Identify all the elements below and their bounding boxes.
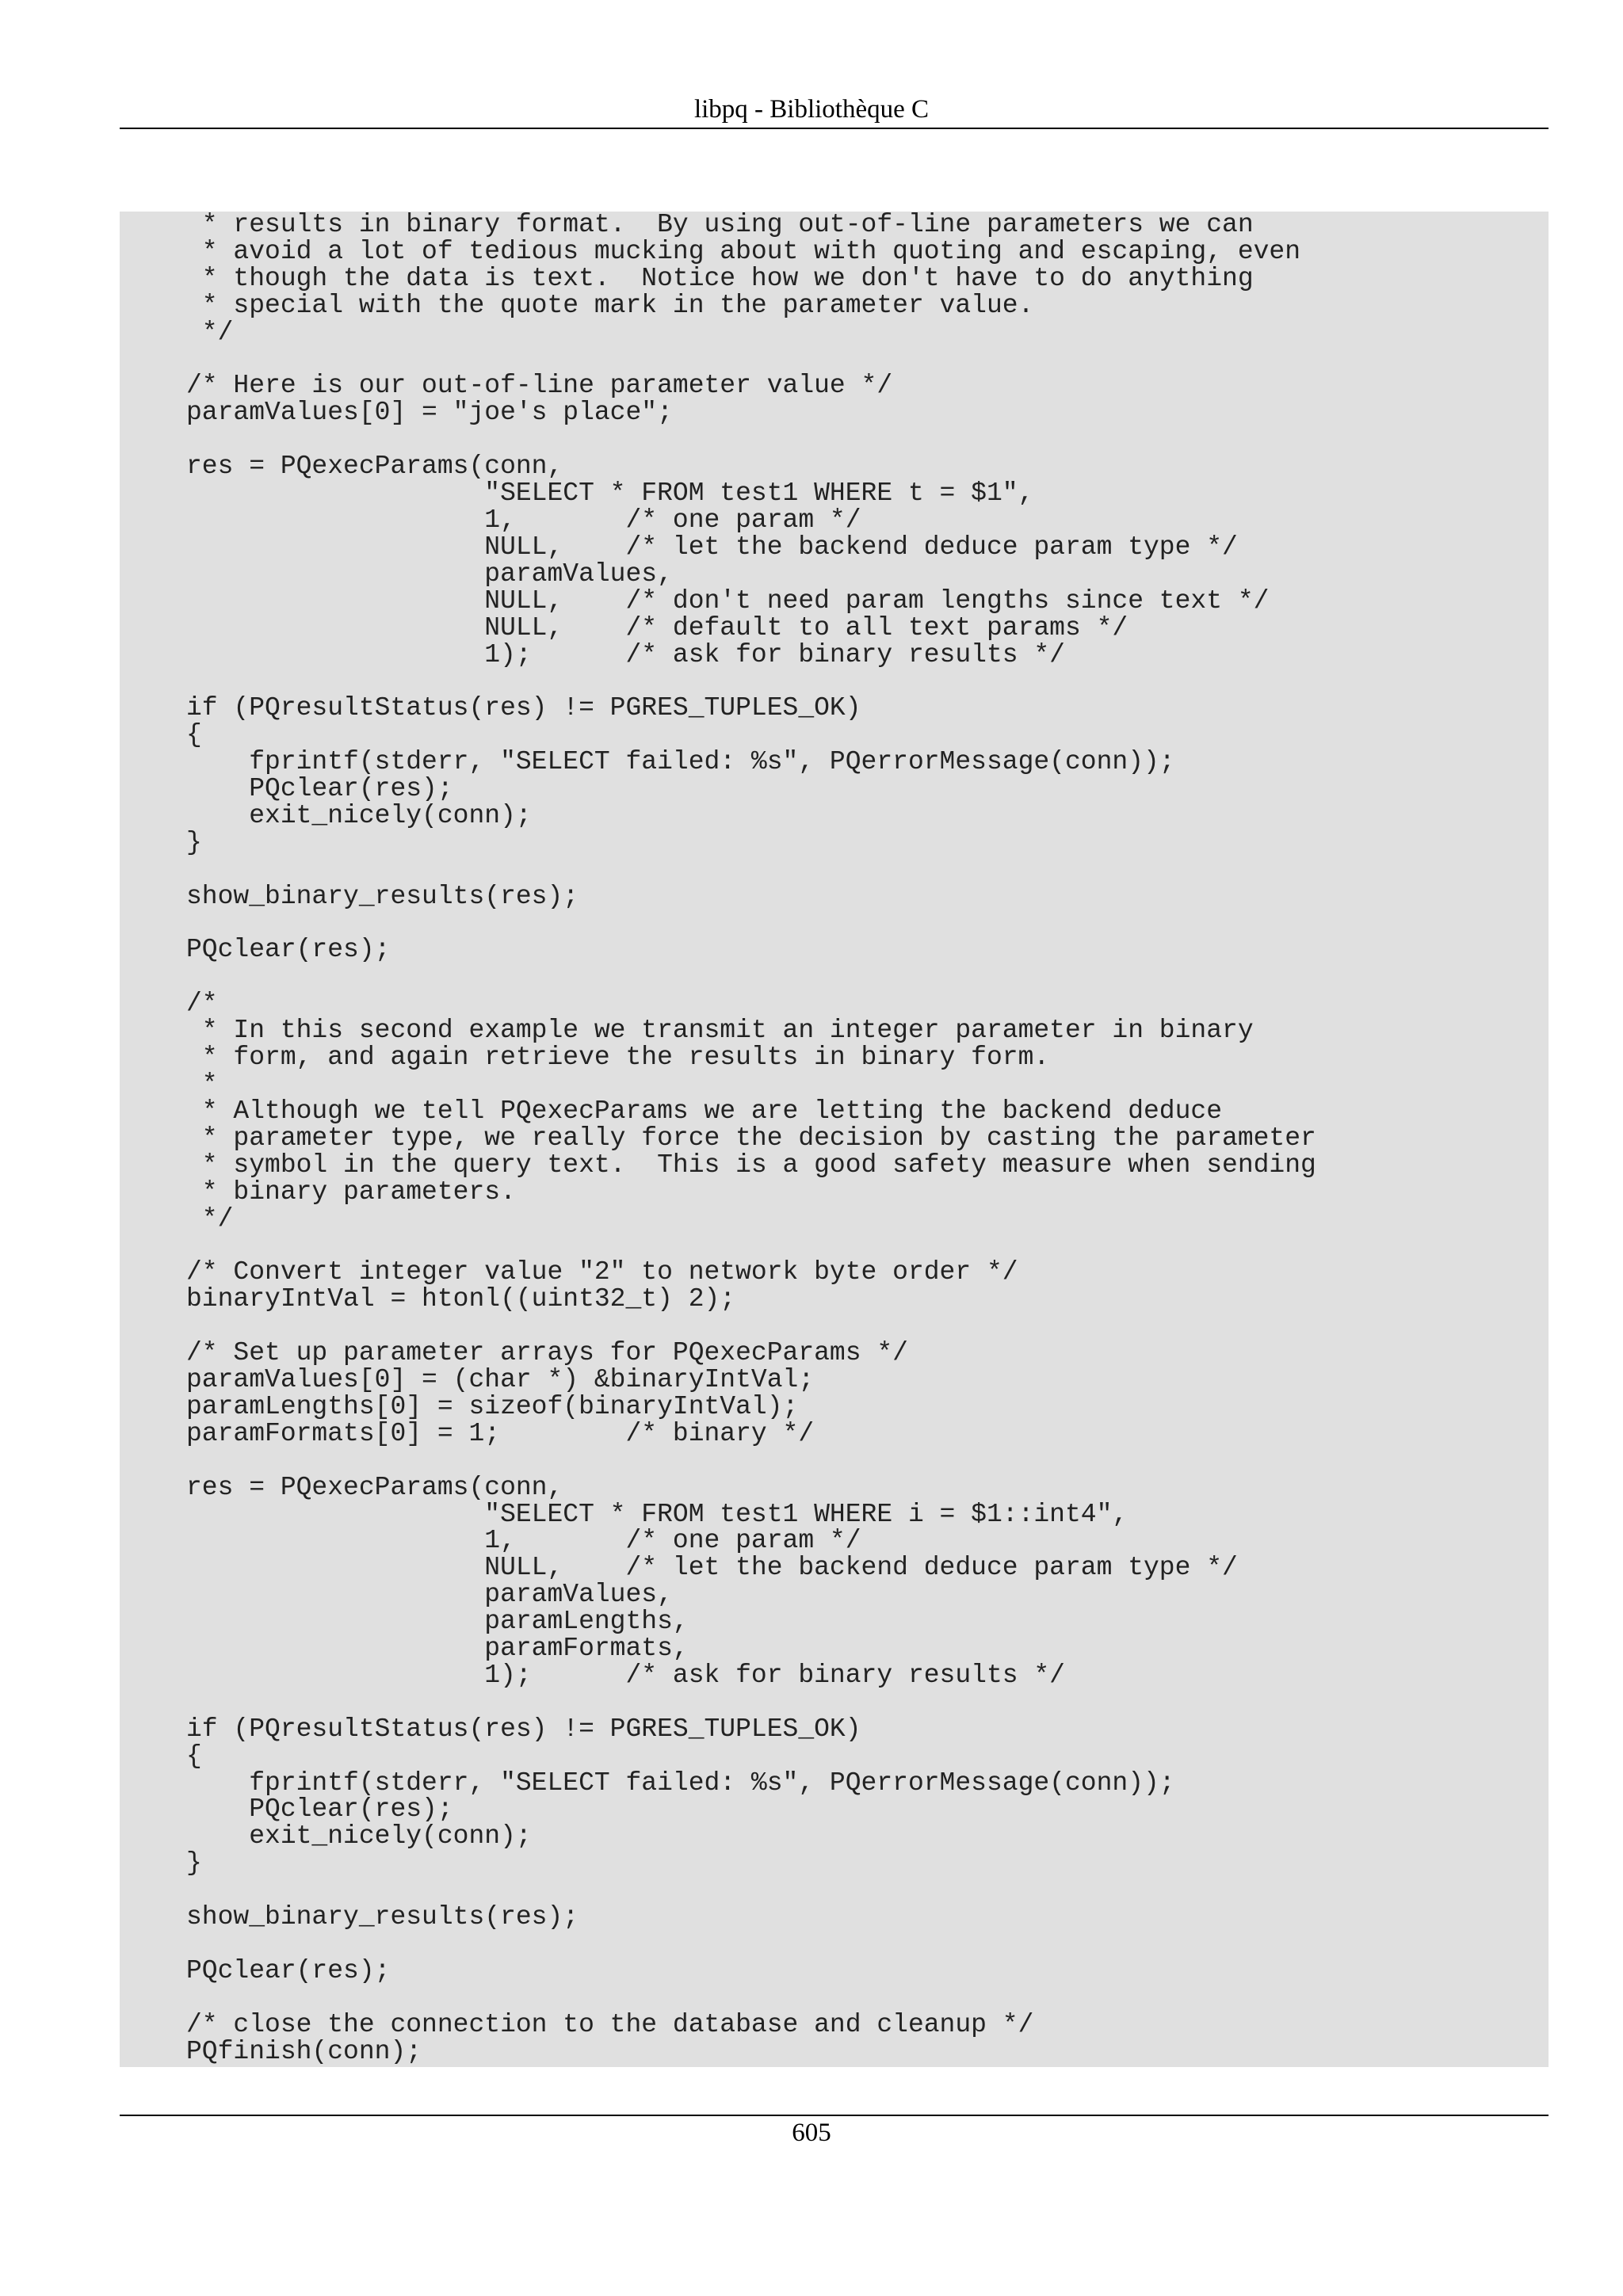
code-line: * though the data is text. Notice how we don't have to do anything: [186, 263, 1254, 293]
code-line: /* Here is our out-of-line parameter value */: [186, 371, 893, 401]
code-line: */: [186, 1203, 234, 1234]
code-line: * Although we tell PQexecParams we are letting the backend deduce: [186, 1096, 1223, 1126]
code-line: 1); /* ask for binary results */: [186, 639, 1065, 669]
code-line: }: [186, 1848, 202, 1878]
code-line: * symbol in the query text. This is a good safety measure when sending: [186, 1150, 1316, 1180]
code-text: [186, 212, 1316, 2065]
code-line: paramLengths,: [186, 1607, 689, 1637]
code-line: * binary parameters.: [186, 1177, 516, 1207]
code-line: 1); /* ask for binary results */: [186, 1660, 1065, 1690]
code-line: * results in binary format. By using out-of-line parameters we can: [186, 210, 1254, 239]
code-line: /*: [186, 989, 218, 1019]
code-line: NULL, /* don't need param lengths since text */: [186, 585, 1270, 616]
code-line: "SELECT * FROM test1 WHERE t = $1",: [186, 479, 1034, 509]
code-line: {: [186, 1741, 202, 1771]
code-line: show_binary_results(res);: [186, 1902, 579, 1932]
code-line: * parameter type, we really force the decision by casting the parameter: [186, 1123, 1316, 1153]
code-line: fprintf(stderr, "SELECT failed: %s", PQerrorMessage(conn));: [186, 1768, 1175, 1798]
code-line: NULL, /* default to all text params */: [186, 612, 1128, 643]
footer-divider: [120, 2115, 1549, 2116]
code-line: paramValues[0] = (char *) &binaryIntVal;: [186, 1364, 815, 1394]
header-divider: [120, 128, 1549, 129]
code-line: show_binary_results(res);: [186, 881, 579, 911]
code-line: 1, /* one param */: [186, 1526, 861, 1556]
code-line: binaryIntVal = htonl((uint32_t) 2);: [186, 1284, 736, 1314]
code-line: paramValues,: [186, 559, 673, 589]
code-line: paramLengths[0] = sizeof(binaryIntVal);: [186, 1391, 799, 1421]
code-line: /* close the connection to the database and cleanup */: [186, 2009, 1034, 2039]
code-line: if (PQresultStatus(res) != PGRES_TUPLES_OK): [186, 1714, 861, 1744]
code-line: fprintf(stderr, "SELECT failed: %s", PQerrorMessage(conn));: [186, 747, 1175, 777]
code-line: PQclear(res);: [186, 935, 391, 965]
code-line: "SELECT * FROM test1 WHERE i = $1::int4",: [186, 1499, 1128, 1529]
code-line: */: [186, 317, 234, 347]
code-line: PQclear(res);: [186, 774, 453, 804]
code-line: NULL, /* let the backend deduce param type */: [186, 1553, 1238, 1583]
code-line: paramFormats,: [186, 1634, 689, 1664]
code-line: PQfinish(conn);: [186, 2036, 422, 2066]
code-line: /* Convert integer value "2" to network byte order */: [186, 1257, 1018, 1287]
code-line: res = PQexecParams(conn,: [186, 1472, 563, 1502]
code-line: *: [186, 1070, 218, 1099]
page-header-title: libpq - Bibliothèque C: [693, 95, 930, 124]
code-line: * avoid a lot of tedious mucking about with quoting and escaping, even: [186, 236, 1301, 266]
code-line: * In this second example we transmit an integer parameter in binary: [186, 1016, 1254, 1046]
page-number: 605: [792, 2119, 831, 2147]
code-line: paramValues,: [186, 1580, 673, 1610]
code-line: 1, /* one param */: [186, 505, 861, 535]
code-line: * special with the quote mark in the parameter value.: [186, 290, 1034, 320]
code-line: res = PQexecParams(conn,: [186, 452, 563, 482]
code-line: if (PQresultStatus(res) != PGRES_TUPLES_OK): [186, 693, 861, 723]
code-line: /* Set up parameter arrays for PQexecParams */: [186, 1338, 908, 1368]
code-line: {: [186, 720, 202, 750]
code-line: paramFormats[0] = 1; /* binary */: [186, 1418, 815, 1448]
code-listing: [120, 212, 1549, 2067]
code-line: * form, and again retrieve the results in binary form.: [186, 1043, 1050, 1073]
code-line: PQclear(res);: [186, 1955, 391, 1985]
code-line: PQclear(res);: [186, 1794, 453, 1825]
code-line: NULL, /* let the backend deduce param type */: [186, 532, 1238, 562]
code-line: }: [186, 827, 202, 857]
code-line: exit_nicely(conn);: [186, 800, 532, 830]
code-line: exit_nicely(conn);: [186, 1821, 532, 1852]
code-line: paramValues[0] = "joe's place";: [186, 398, 673, 428]
